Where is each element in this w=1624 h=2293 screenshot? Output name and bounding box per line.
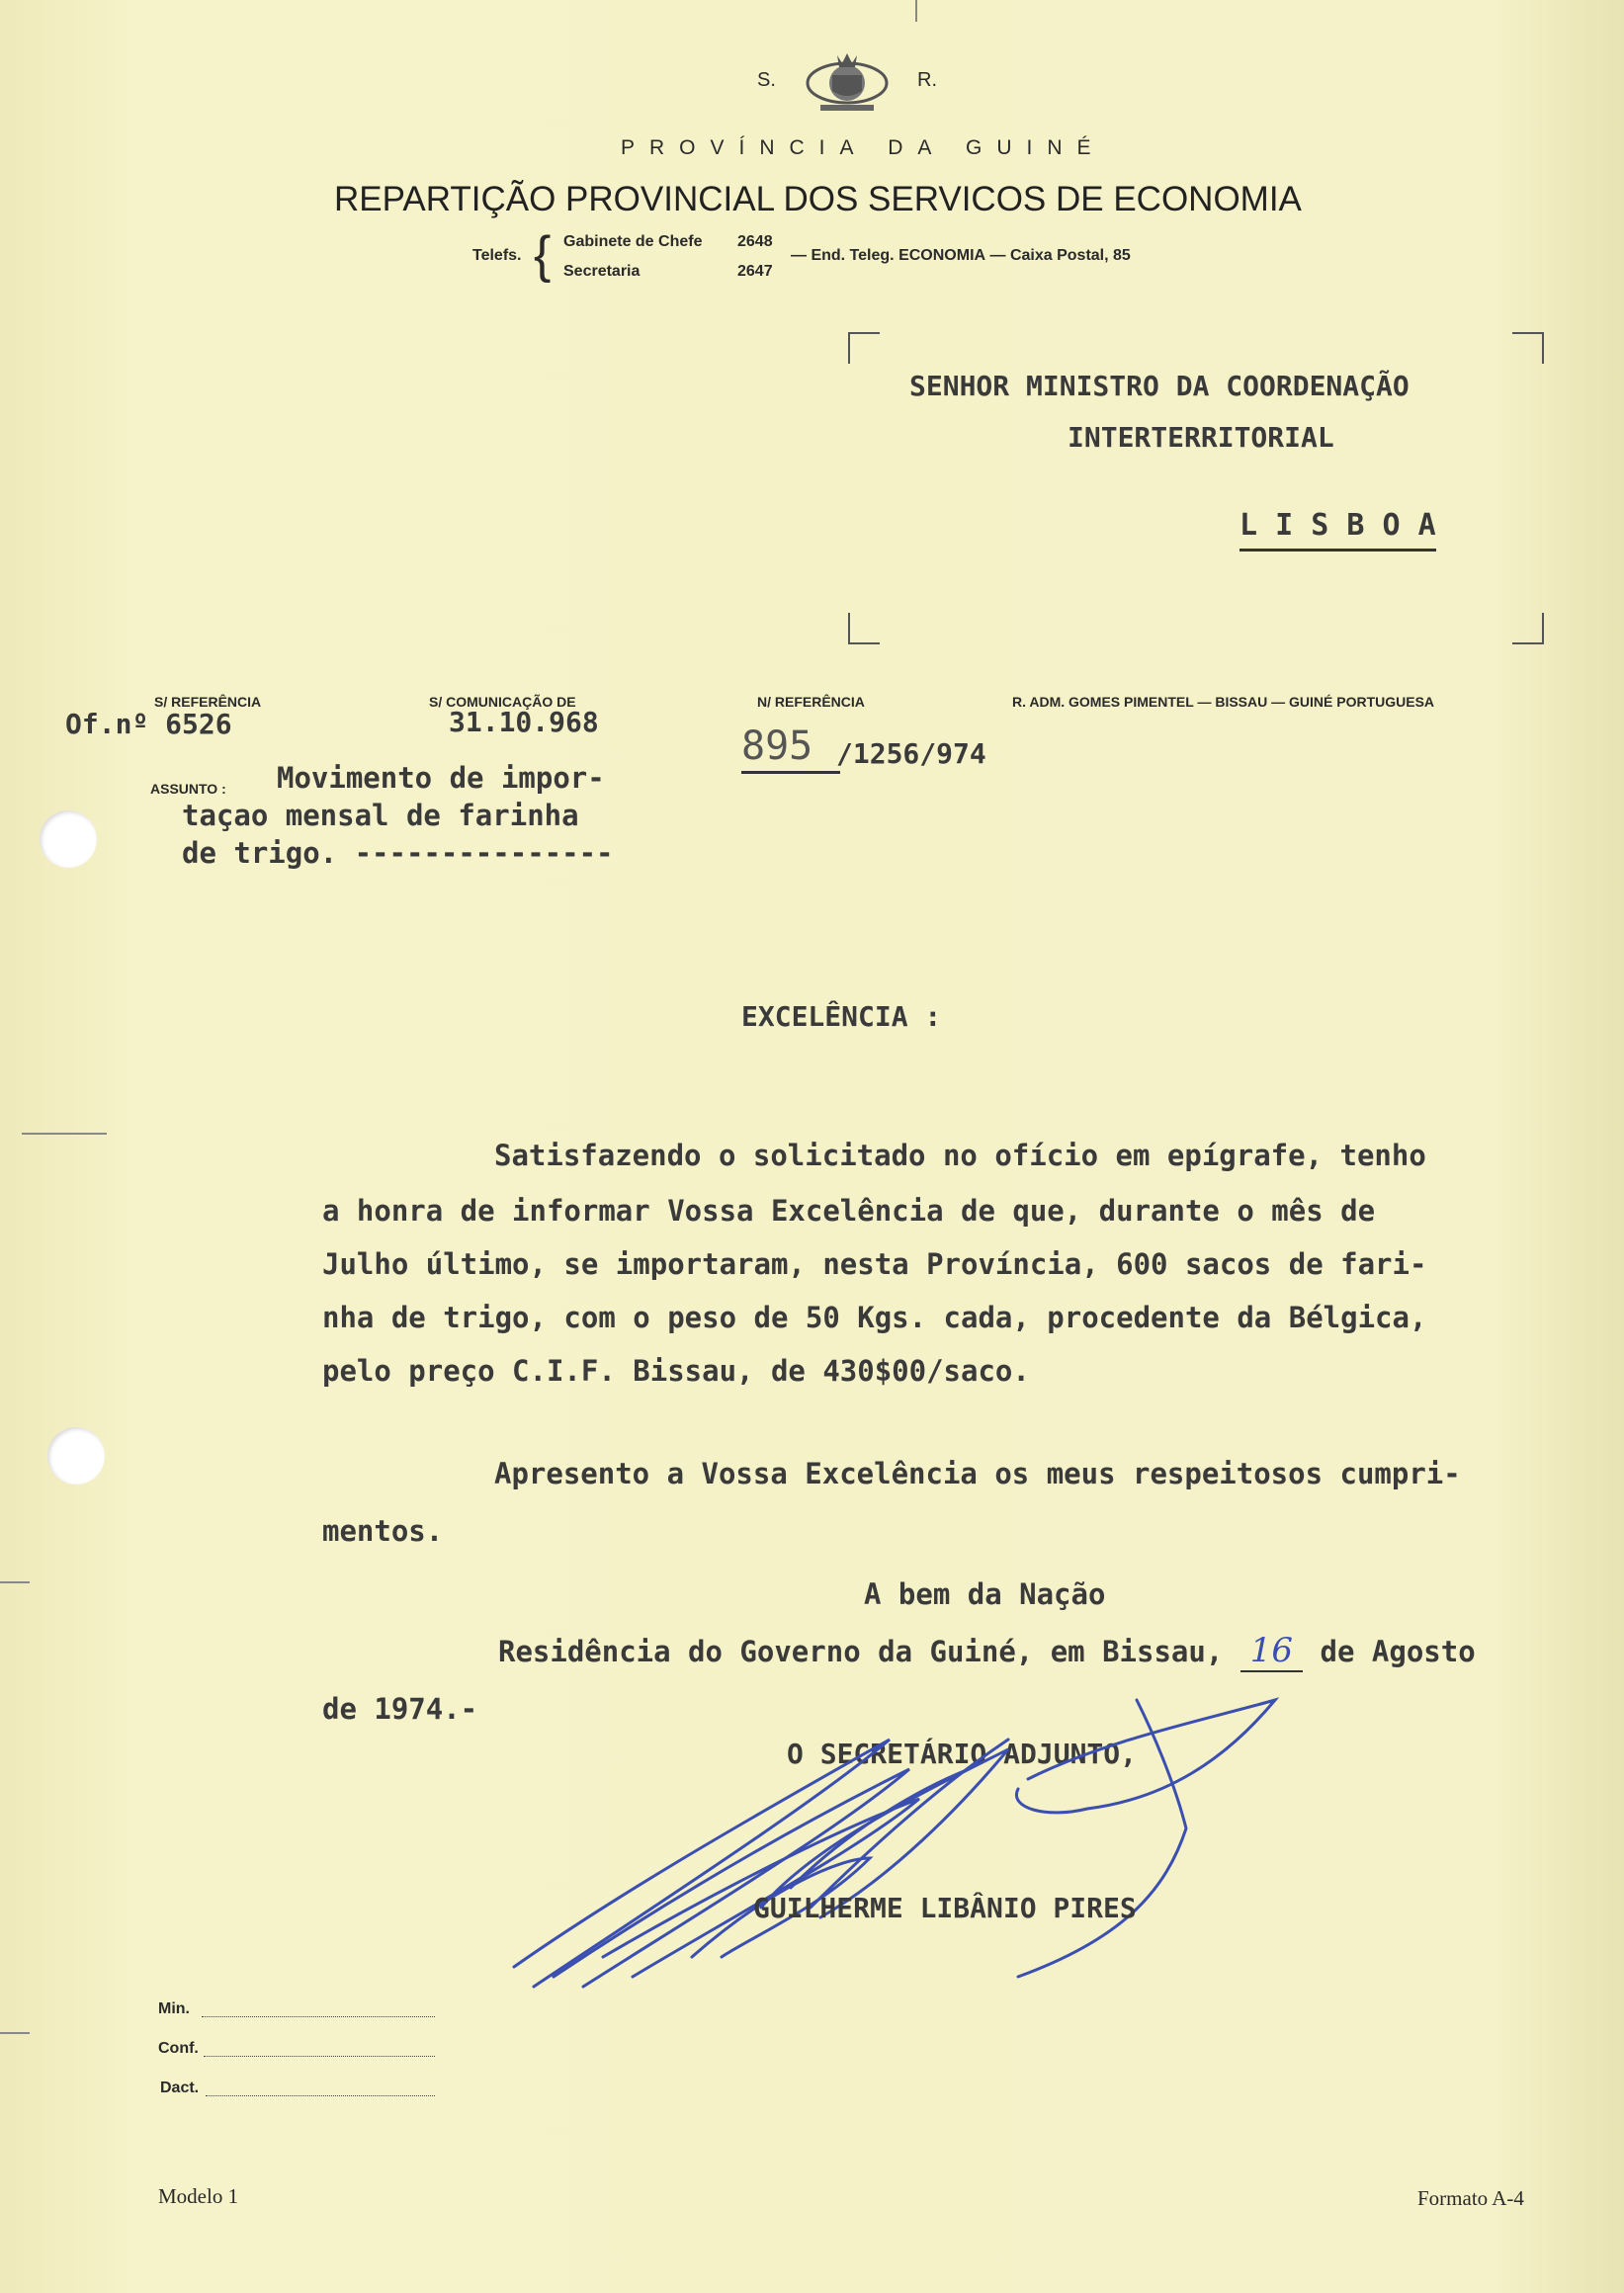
paragraph-1-line-4: nha de trigo, com o peso de 50 Kgs. cada, procedente da Bélgica, bbox=[322, 1301, 1427, 1334]
margin-mark-3 bbox=[0, 2032, 30, 2034]
conf-line bbox=[204, 2056, 435, 2057]
n-reference-label: N/ REFERÊNCIA bbox=[757, 694, 865, 710]
phone1-number: 2648 bbox=[737, 233, 773, 250]
province-title: PROVÍNCIA DA GUINÉ bbox=[621, 136, 1106, 159]
signer-name: GUILHERME LIBÂNIO PIRES bbox=[753, 1892, 1137, 1924]
header-r-letter: R. bbox=[917, 69, 937, 91]
place-suffix: de Agosto bbox=[1320, 1635, 1476, 1668]
min-label: Min. bbox=[158, 2000, 190, 2017]
min-line bbox=[202, 2016, 435, 2017]
window-corner-top-left bbox=[848, 332, 880, 364]
paragraph-1-line-3: Julho último, se importaram, nesta Província, 600 sacos de fari- bbox=[322, 1247, 1427, 1281]
window-corner-bottom-left bbox=[848, 613, 880, 644]
window-corner-top-right bbox=[1512, 332, 1544, 364]
telegraph-line bbox=[791, 247, 1131, 265]
department-title: REPARTIÇÃO PROVINCIAL DOS SERVICOS DE ECONOMIA bbox=[334, 180, 1302, 218]
subject-line-1: Movimento de impor- bbox=[277, 761, 605, 795]
n-reference-stamped-number: 895 bbox=[741, 723, 813, 769]
s-communication-value: 31.10.968 bbox=[449, 706, 599, 738]
window-corner-bottom-right bbox=[1512, 613, 1544, 644]
paragraph-1-line-5: pelo preço C.I.F. Bissau, de 430$00/saco. bbox=[322, 1354, 1030, 1388]
conf-label: Conf. bbox=[158, 2040, 199, 2057]
place-prefix: Residência do Governo da Guiné, em Bissau, bbox=[498, 1635, 1224, 1668]
subject-line-2: taçao mensal de farinha bbox=[182, 799, 579, 832]
paragraph-1-line-2: a honra de informar Vossa Excelência de que, durante o mês de bbox=[322, 1194, 1376, 1228]
recipient-line-2: INTERTERRITORIAL bbox=[1068, 421, 1334, 454]
phone2-number: 2647 bbox=[737, 263, 773, 280]
recipient-line-1: SENHOR MINISTRO DA COORDENAÇÃO bbox=[909, 370, 1410, 402]
recipient-city: L I S B O A bbox=[1239, 508, 1436, 552]
paragraph-2-line-2: mentos. bbox=[322, 1514, 444, 1548]
coat-of-arms-emblem-icon bbox=[803, 45, 892, 119]
margin-mark-1 bbox=[22, 1133, 107, 1135]
date-year: de 1974.- bbox=[322, 1692, 478, 1726]
subject-line-3: de trigo. --------------- bbox=[182, 836, 614, 870]
model-label: Modelo 1 bbox=[158, 2184, 239, 2208]
teleg-prefix: — End. Teleg. bbox=[791, 247, 895, 264]
phone2-label: Secretaria bbox=[563, 263, 641, 280]
salutation: EXCELÊNCIA : bbox=[741, 1000, 942, 1033]
closing-salute: A bem da Nação bbox=[864, 1577, 1106, 1611]
handwritten-day: 16 bbox=[1240, 1631, 1303, 1672]
punch-hole-bottom bbox=[47, 1427, 105, 1485]
paragraph-2-line-1: Apresento a Vossa Excelência os meus respeitosos cumpri- bbox=[494, 1457, 1461, 1490]
top-fold-mark bbox=[915, 0, 917, 22]
punch-hole-top bbox=[40, 810, 97, 868]
paragraph-1-line-1: Satisfazendo o solicitado no ofício em epígrafe, tenho bbox=[494, 1139, 1426, 1172]
telefs-label: Telefs. bbox=[472, 247, 522, 264]
dact-label: Dact. bbox=[160, 2080, 200, 2096]
subject-label: ASSUNTO : bbox=[150, 781, 226, 797]
n-reference-underline bbox=[741, 771, 840, 774]
teleg-suffix: — Caixa Postal, 85 bbox=[989, 247, 1131, 264]
margin-mark-2 bbox=[0, 1581, 30, 1583]
dact-line bbox=[206, 2095, 435, 2096]
header-s-letter: S. bbox=[757, 69, 776, 91]
s-reference-label: S/ REFERÊNCIA bbox=[154, 694, 262, 710]
s-reference-value: Of.nº 6526 bbox=[65, 708, 232, 740]
sender-address: R. ADM. GOMES PIMENTEL — BISSAU — GUINÉ PORTUGUESA bbox=[1012, 694, 1435, 710]
telefs-brace: { bbox=[534, 226, 552, 284]
n-reference-value: /1256/974 bbox=[836, 737, 986, 770]
s-communication-label: S/ COMUNICAÇÃO DE bbox=[429, 694, 576, 710]
signer-title: O SECRETÁRIO ADJUNTO, bbox=[787, 1738, 1138, 1770]
teleg-name: ECONOMIA bbox=[898, 247, 986, 264]
phone1-label: Gabinete de Chefe bbox=[563, 233, 703, 250]
handwritten-signature bbox=[494, 1660, 1305, 1996]
format-label: Formato A-4 bbox=[1417, 2186, 1524, 2210]
